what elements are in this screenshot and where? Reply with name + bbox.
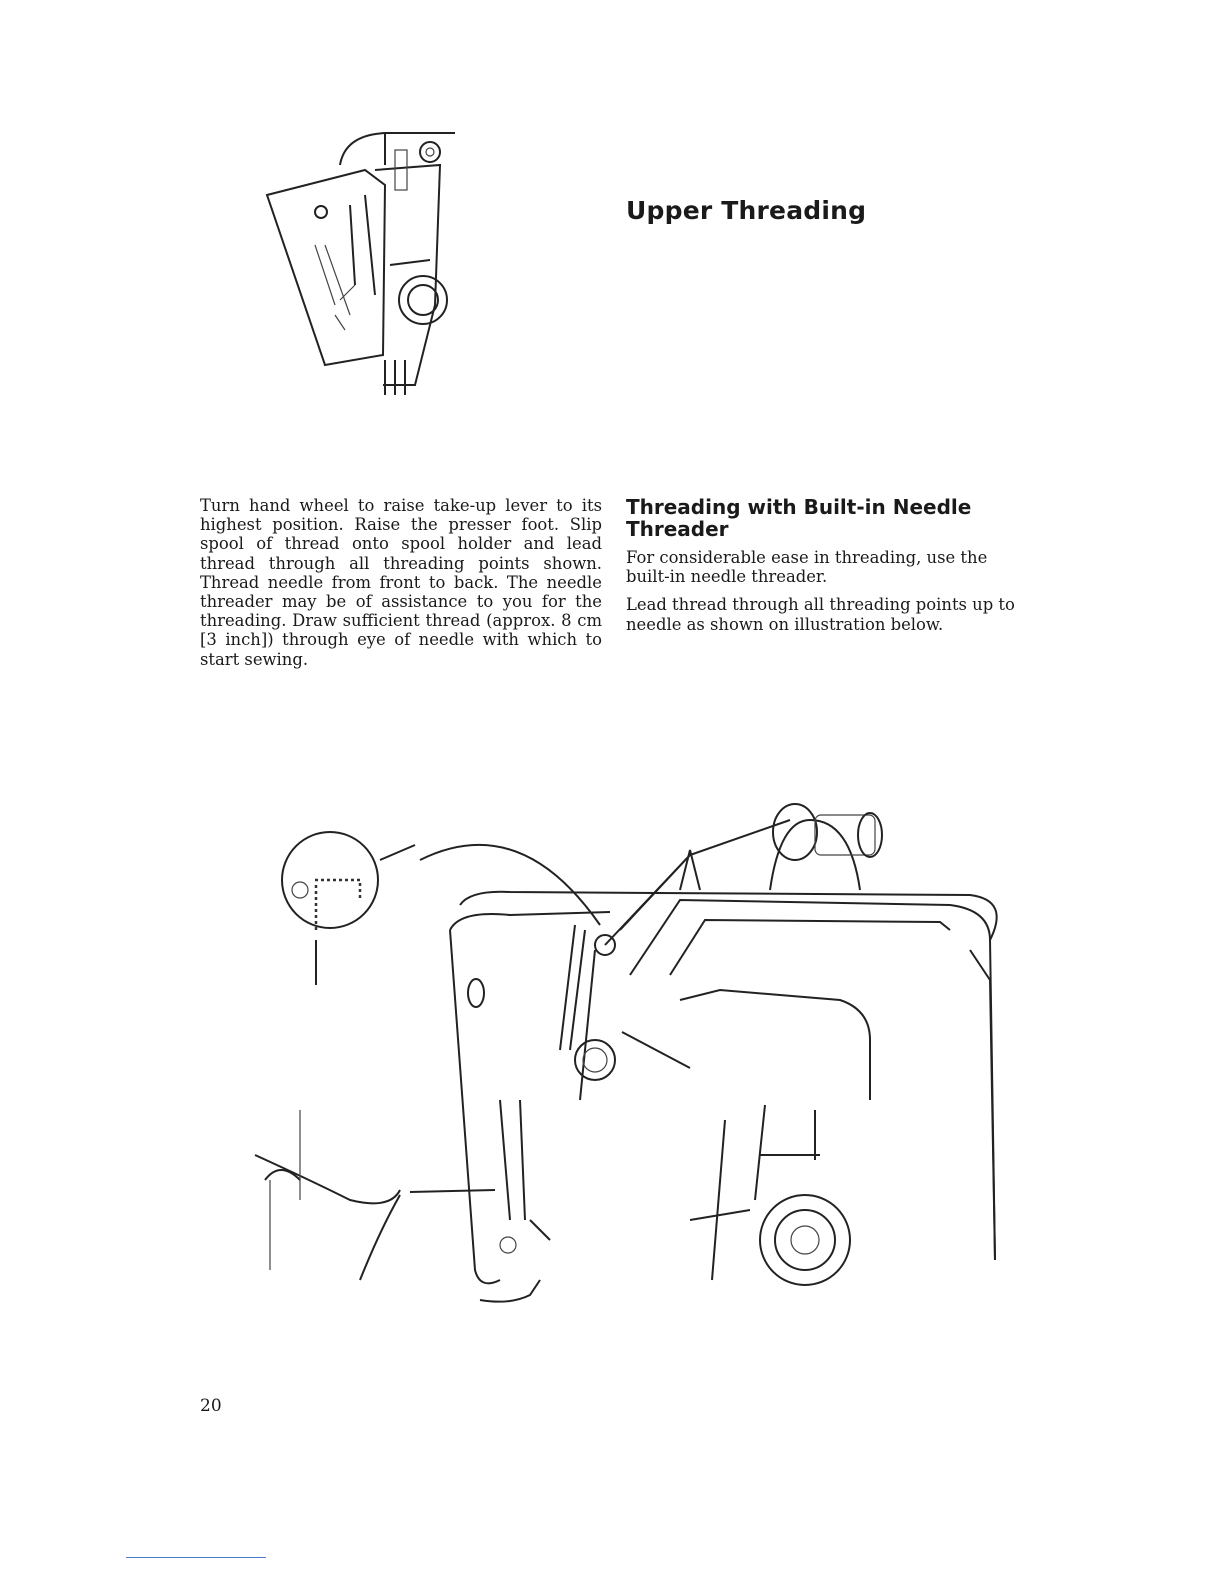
- threader-section: [626, 496, 1030, 643]
- needle-threader-illustration: [255, 95, 465, 405]
- instructions-text: Turn hand wheel to raise take-up lever to its highest position. Raise the presser foot. Slip spool of thread onto spool holder and lead thread through all threading points shown. Thread needle from front to back. The needle threader may be of assistance to you for the threading. Draw sufficient thread (approx. 8 cm [3 inch]) through eye of needle with which to start sewing.: [200, 496, 602, 669]
- footer-divider: [126, 1557, 266, 1558]
- sewing-machine-threading-illustration: [250, 800, 1020, 1330]
- section-subtitle: Threading with Built-in Needle Threader: [626, 495, 972, 541]
- page-title: Upper Threading: [626, 196, 867, 225]
- threader-paragraph-2: Lead thread through all threading points up to needle as shown on illustration below.: [626, 595, 1015, 634]
- page-number: 20: [200, 1396, 222, 1416]
- threader-paragraph-1: For considerable ease in threading, use the built-in needle threader.: [626, 548, 988, 587]
